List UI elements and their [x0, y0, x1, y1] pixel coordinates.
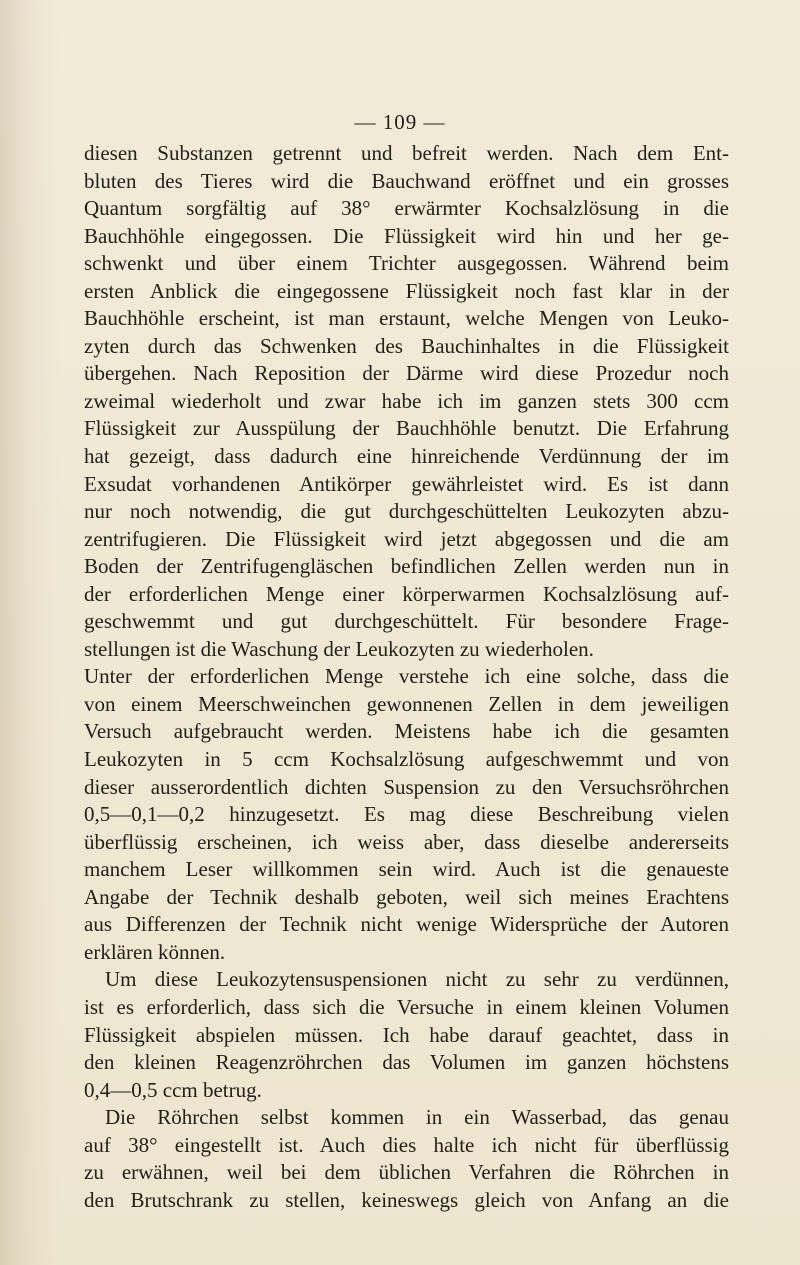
text-line: Bauchhöhle eingegossen. Die Flüssigkeit wird hin und her ge- [84, 223, 729, 248]
text-line: erklären können. [84, 939, 226, 964]
text-line: 0,4—0,5 ccm betrug. [84, 1077, 262, 1102]
text-line: zu erwähnen, weil bei dem üblichen Verfahren die Röhrchen in [84, 1160, 729, 1185]
text-line: Quantum sorgfältig auf 38° erwärmter Kochsalzlösung in die [84, 196, 729, 221]
text-line: zentrifugieren. Die Flüssigkeit wird jetzt abgegossen und die am [84, 526, 729, 551]
text-line: bluten des Tieres wird die Bauchwand eröffnet und ein grosses [84, 168, 729, 193]
text-line: schwenkt und über einem Trichter ausgegossen. Während beim [84, 251, 729, 276]
text-line: Um diese Leukozytensuspensionen nicht zu sehr zu verdünnen, [105, 967, 729, 992]
text-line: manchem Leser willkommen sein wird. Auch ist die genaueste [84, 857, 729, 882]
text-line: von einem Meerschweinchen gewonnenen Zellen in dem jeweiligen [84, 691, 729, 716]
text-line: Boden der Zentrifugengläschen befindlichen Zellen werden nun in [84, 554, 729, 579]
text-line: Die Röhrchen selbst kommen in ein Wasserbad, das genau [105, 1105, 729, 1130]
text-line: hat gezeigt, dass dadurch eine hinreichende Verdünnung der im [84, 444, 729, 469]
text-line: Angabe der Technik deshalb geboten, weil sich meines Erachtens [84, 884, 729, 909]
text-line: der erforderlichen Menge einer körperwarmen Kochsalzlösung auf- [84, 581, 729, 606]
text-line: ist es erforderlich, dass sich die Versuche in einem kleinen Volumen [84, 994, 729, 1019]
body-text [84, 140, 729, 1214]
text-line: übergehen. Nach Reposition der Därme wird diese Prozedur noch [84, 361, 729, 386]
text-line: dieser ausserordentlich dichten Suspension zu den Versuchsröhrchen [84, 774, 729, 799]
page-number: — 109 — [354, 110, 446, 134]
text-line: den kleinen Reagenzröhrchen das Volumen im ganzen höchstens [84, 1050, 729, 1075]
text-line: Flüssigkeit zur Ausspülung der Bauchhöhle benutzt. Die Erfahrung [84, 416, 729, 441]
text-line: stellungen ist die Waschung der Leukozyten zu wiederholen. [84, 636, 594, 661]
text-line: diesen Substanzen getrennt und befreit werden. Nach dem Ent- [84, 141, 729, 165]
text-line: zweimal wiederholt und zwar habe ich im ganzen stets 300 ccm [84, 388, 729, 413]
text-line: auf 38° eingestellt ist. Auch dies halte ich nicht für überflüssig [84, 1132, 729, 1157]
text-line: zyten durch das Schwenken des Bauchinhaltes in die Flüssigkeit [84, 333, 729, 358]
text-line: aus Differenzen der Technik nicht wenige Widersprüche der Autoren [84, 912, 729, 937]
text-line: Versuch aufgebraucht werden. Meistens habe ich die gesamten [84, 719, 729, 744]
text-line: nur noch notwendig, die gut durchgeschüttelten Leukozyten abzu- [84, 499, 729, 524]
text-line: Unter der erforderlichen Menge verstehe ich eine solche, dass die [84, 664, 729, 689]
text-line: Bauchhöhle erscheint, ist man erstaunt, welche Mengen von Leuko- [84, 306, 729, 331]
text-line: den Brutschrank zu stellen, keineswegs gleich von Anfang an die [84, 1187, 729, 1212]
text-line: 0,5—0,1—0,2 hinzugesetzt. Es mag diese Beschreibung vielen [84, 802, 729, 827]
text-line: Exsudat vorhandenen Antikörper gewährleistet wird. Es ist dann [84, 471, 729, 496]
text-line: geschwemmt und gut durchgeschüttelt. Für besondere Frage- [84, 609, 729, 634]
text-line: Flüssigkeit abspielen müssen. Ich habe darauf geachtet, dass in [84, 1022, 729, 1047]
text-line: ersten Anblick die eingegossene Flüssigkeit noch fast klar in der [84, 278, 729, 303]
text-line: überflüssig erscheinen, ich weiss aber, dass dieselbe andererseits [84, 829, 729, 854]
text-line: Leukozyten in 5 ccm Kochsalzlösung aufgeschwemmt und von [84, 747, 729, 772]
